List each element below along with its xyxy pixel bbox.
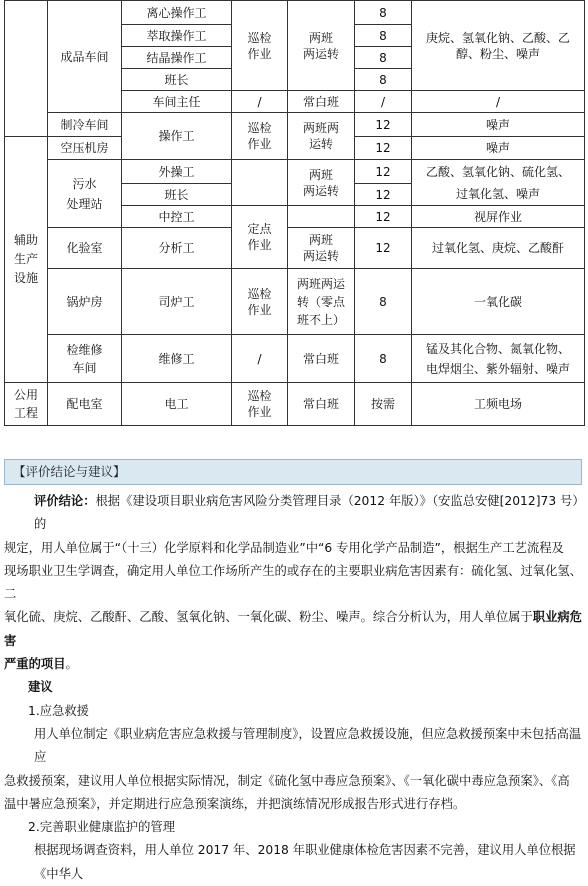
conclusion-emphasis: 职业病危害 bbox=[4, 610, 582, 648]
advice-text: 用人单位制定《职业病危害应急救援与管理制度》，设置应急救援设施，但应急救援预案中未包括高温应 bbox=[34, 726, 582, 765]
mode-cell: 定点 作业 bbox=[232, 206, 288, 269]
conclusion-text: 现场职业卫生学调查，确定用人单位工作场所产生的或存在的主要职业病危害因素有：硫化氢、过氧化氢、二 bbox=[4, 563, 582, 602]
shift-cell: 两班 两运转 bbox=[288, 1, 355, 91]
shift-cell: 常白班 bbox=[288, 335, 355, 383]
people-cell: 8 bbox=[355, 47, 412, 69]
people-cell: 12 bbox=[355, 228, 412, 269]
people-cell: 12 bbox=[355, 113, 412, 137]
dept-cell: 制冷车间 bbox=[48, 113, 122, 137]
advice-text: 急救援预案，建议用人单位根据实际情况，制定《硫化氢中毒应急预案》、《一氧化碳中毒应急预案》、《高 bbox=[4, 773, 570, 788]
people-cell: 按需 bbox=[355, 383, 412, 426]
group-cell-auxiliary: 辅助 生产 设施 bbox=[5, 137, 48, 383]
role-cell: 离心操作工 bbox=[122, 1, 232, 25]
shift-cell: 两班 两运转 bbox=[288, 228, 355, 269]
advice-item-title: 2.完善职业健康监护的管理 bbox=[28, 820, 175, 835]
occupational-hazard-table bbox=[4, 0, 585, 426]
conclusion-text: 。 bbox=[65, 657, 78, 672]
mode-cell: 巡检 作业 bbox=[232, 1, 288, 91]
advice-text: 根据现场调查资料，用人单位 2017 年、2018 年职业健康体检危害因素不完善，建议用人单位根据《中华人 bbox=[34, 843, 576, 881]
people-cell: 8 bbox=[355, 25, 412, 47]
dept-cell: 锅炉房 bbox=[48, 269, 122, 335]
dept-cell: 空压机房 bbox=[48, 137, 122, 160]
dept-finished-workshop: 成品车间 bbox=[48, 1, 122, 113]
hazard-cell: 噪声 bbox=[412, 113, 585, 137]
role-cell: 操作工 bbox=[122, 113, 232, 160]
conclusion-section bbox=[4, 490, 584, 886]
role-cell: 外操工 bbox=[122, 160, 232, 184]
conclusion-text: 根据《建设项目职业病危害风险分类管理目录（2012 年版）》（安监总安健[2012]73 号）的 bbox=[34, 494, 579, 532]
hazard-cell: 视屏作业 bbox=[412, 206, 585, 228]
hazard-cell: 一氧化碳 bbox=[412, 269, 585, 335]
people-cell: 8 bbox=[355, 269, 412, 335]
role-cell: 电工 bbox=[122, 383, 232, 426]
mode-cell: 巡检 作业 bbox=[232, 269, 288, 335]
hazard-cell: 锰及其化合物、氮氧化物、 电焊烟尘、紫外辐射、噪声 bbox=[412, 335, 585, 383]
shift-cell: 两班两 运转 bbox=[288, 113, 355, 160]
role-cell: 中控工 bbox=[122, 206, 232, 228]
people-cell: 8 bbox=[355, 1, 412, 25]
conclusion-text: 规定，用人单位属于“（十三）化学原料和化学品制造业”中“6 专用化学产品制造”，根据生产工艺流程及 bbox=[4, 540, 564, 555]
conclusion-text: 氧化硫、庚烷、乙酸酐、乙酸、氢氧化钠、一氧化碳、粉尘、噪声。综合分析认为，用人单位属于 bbox=[4, 610, 533, 625]
mode-cell-empty bbox=[232, 160, 288, 206]
mode-cell: / bbox=[232, 91, 288, 113]
people-cell: 8 bbox=[355, 69, 412, 91]
hazard-cell: 噪声 bbox=[412, 137, 585, 160]
mode-cell: 巡检 作业 bbox=[232, 383, 288, 426]
group-cell-public: 公用 工程 bbox=[5, 383, 48, 426]
dept-cell: 配电室 bbox=[48, 383, 122, 426]
people-cell: 12 bbox=[355, 206, 412, 228]
dept-cell: 化验室 bbox=[48, 228, 122, 269]
mode-cell: 巡检 作业 bbox=[232, 113, 288, 160]
shift-cell: 两班两运 转（零点 班不上） bbox=[288, 269, 355, 335]
shift-cell: 常白班 bbox=[288, 383, 355, 426]
people-cell: 12 bbox=[355, 137, 412, 160]
people-cell: 12 bbox=[355, 184, 412, 206]
shift-cell: 两班 两运转 bbox=[288, 160, 355, 206]
dept-sewage: 污水 处理站 bbox=[48, 160, 122, 228]
hazard-cell: 乙酸、氢氧化钠、硫化氢、 过氧化氢、噪声 bbox=[412, 160, 585, 206]
role-cell: 班长 bbox=[122, 69, 232, 91]
hazard-cell: 庚烷、氢氧化钠、乙酸、乙 醇、粉尘、噪声 bbox=[412, 1, 585, 91]
people-cell: 8 bbox=[355, 335, 412, 383]
shift-cell: 常白班 bbox=[288, 91, 355, 113]
section-banner: 【评价结论与建议】 bbox=[4, 459, 582, 485]
hazard-cell: 工频电场 bbox=[412, 383, 585, 426]
advice-item-title: 1.应急救援 bbox=[28, 703, 89, 718]
people-cell: / bbox=[355, 91, 412, 113]
hazard-cell: / bbox=[412, 91, 585, 113]
advice-title: 建议 bbox=[28, 680, 53, 695]
role-cell: 司炉工 bbox=[122, 269, 232, 335]
dept-cell: 检维修 车间 bbox=[48, 335, 122, 383]
role-cell: 萃取操作工 bbox=[122, 25, 232, 47]
advice-text: 温中暑应急预案》，并定期进行应急预案演练，并把演练情况形成报告形式进行存档。 bbox=[4, 796, 466, 811]
role-cell: 维修工 bbox=[122, 335, 232, 383]
role-cell: 分析工 bbox=[122, 228, 232, 269]
hazard-cell: 过氧化氢、庚烷、乙酸酐 bbox=[412, 228, 585, 269]
mode-cell: / bbox=[232, 335, 288, 383]
conclusion-emphasis: 严重的项目 bbox=[4, 657, 66, 672]
shift-cell-empty bbox=[288, 206, 355, 228]
role-cell: 车间主任 bbox=[122, 91, 232, 113]
group-cell-production bbox=[5, 1, 48, 137]
conclusion-label: 评价结论： bbox=[34, 494, 96, 508]
role-cell: 结晶操作工 bbox=[122, 47, 232, 69]
role-cell: 班长 bbox=[122, 184, 232, 206]
people-cell: 12 bbox=[355, 160, 412, 184]
